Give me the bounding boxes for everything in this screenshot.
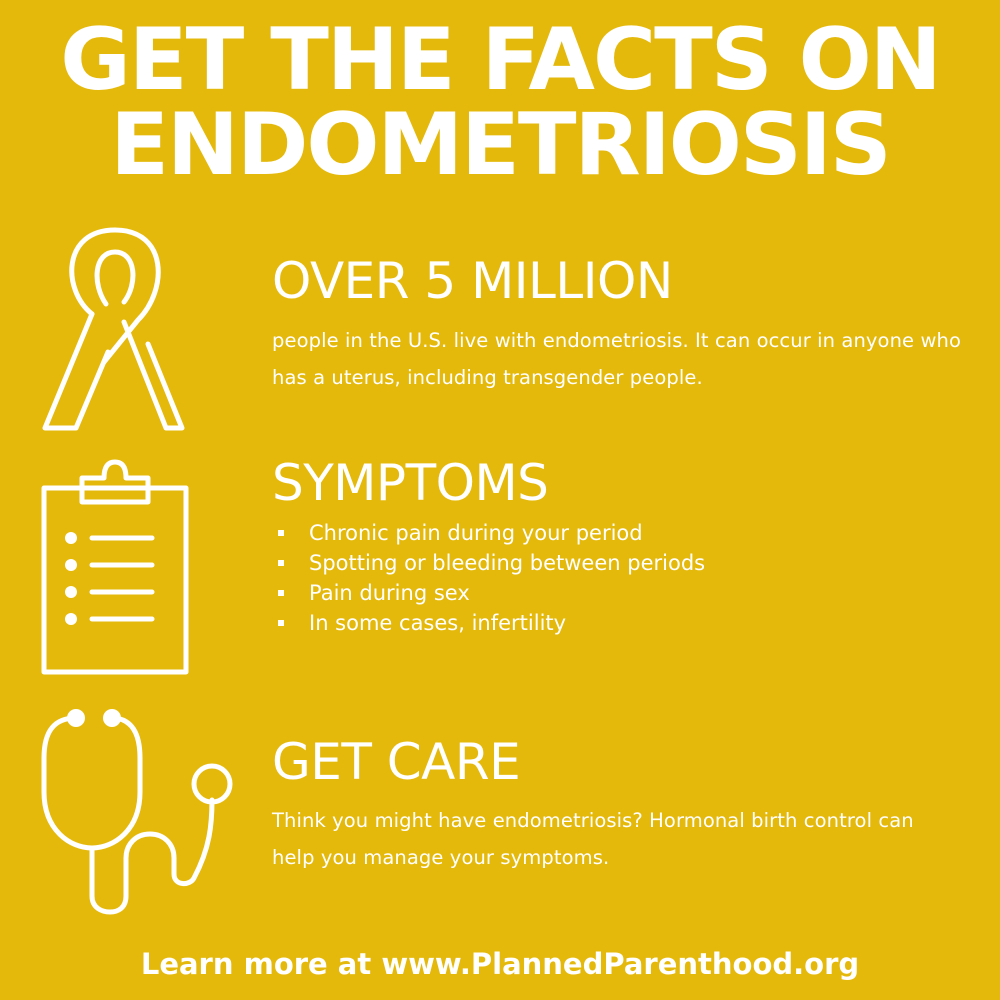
footer-link[interactable]: Learn more at www.PlannedParenthood.org bbox=[140, 947, 860, 981]
symptom-text: In some cases, infertility bbox=[309, 611, 567, 635]
care-heading: GET CARE bbox=[272, 733, 521, 791]
stethoscope-icon bbox=[40, 700, 246, 916]
clipboard-checklist-icon bbox=[40, 458, 190, 676]
list-item bbox=[272, 548, 705, 578]
title-line-2: ENDOMETRIOSIS bbox=[110, 95, 890, 195]
symptom-text: Chronic pain during your period bbox=[309, 521, 643, 545]
symptoms-heading: SYMPTOMS bbox=[272, 454, 549, 512]
title-line-1: GET THE FACTS ON bbox=[60, 10, 940, 110]
prevalence-heading: OVER 5 MILLION bbox=[272, 252, 673, 310]
bullet-square-icon bbox=[278, 530, 284, 536]
list-item bbox=[272, 518, 705, 548]
list-item bbox=[272, 608, 705, 638]
symptom-text: Spotting or bleeding between periods bbox=[309, 551, 706, 575]
care-body: Think you might have endometriosis? Hormonal birth control can help you manage your symptoms. bbox=[272, 809, 914, 869]
bullet-square-icon bbox=[278, 620, 284, 626]
prevalence-body: people in the U.S. live with endometriosis. It can occur in anyone who has a uterus, including transgender people. bbox=[272, 329, 961, 389]
awareness-ribbon-icon bbox=[40, 222, 190, 442]
bullet-square-icon bbox=[278, 590, 284, 596]
list-item bbox=[272, 578, 705, 608]
symptom-text: Pain during sex bbox=[309, 581, 470, 605]
bullet-square-icon bbox=[278, 560, 284, 566]
symptom-list bbox=[272, 518, 705, 638]
